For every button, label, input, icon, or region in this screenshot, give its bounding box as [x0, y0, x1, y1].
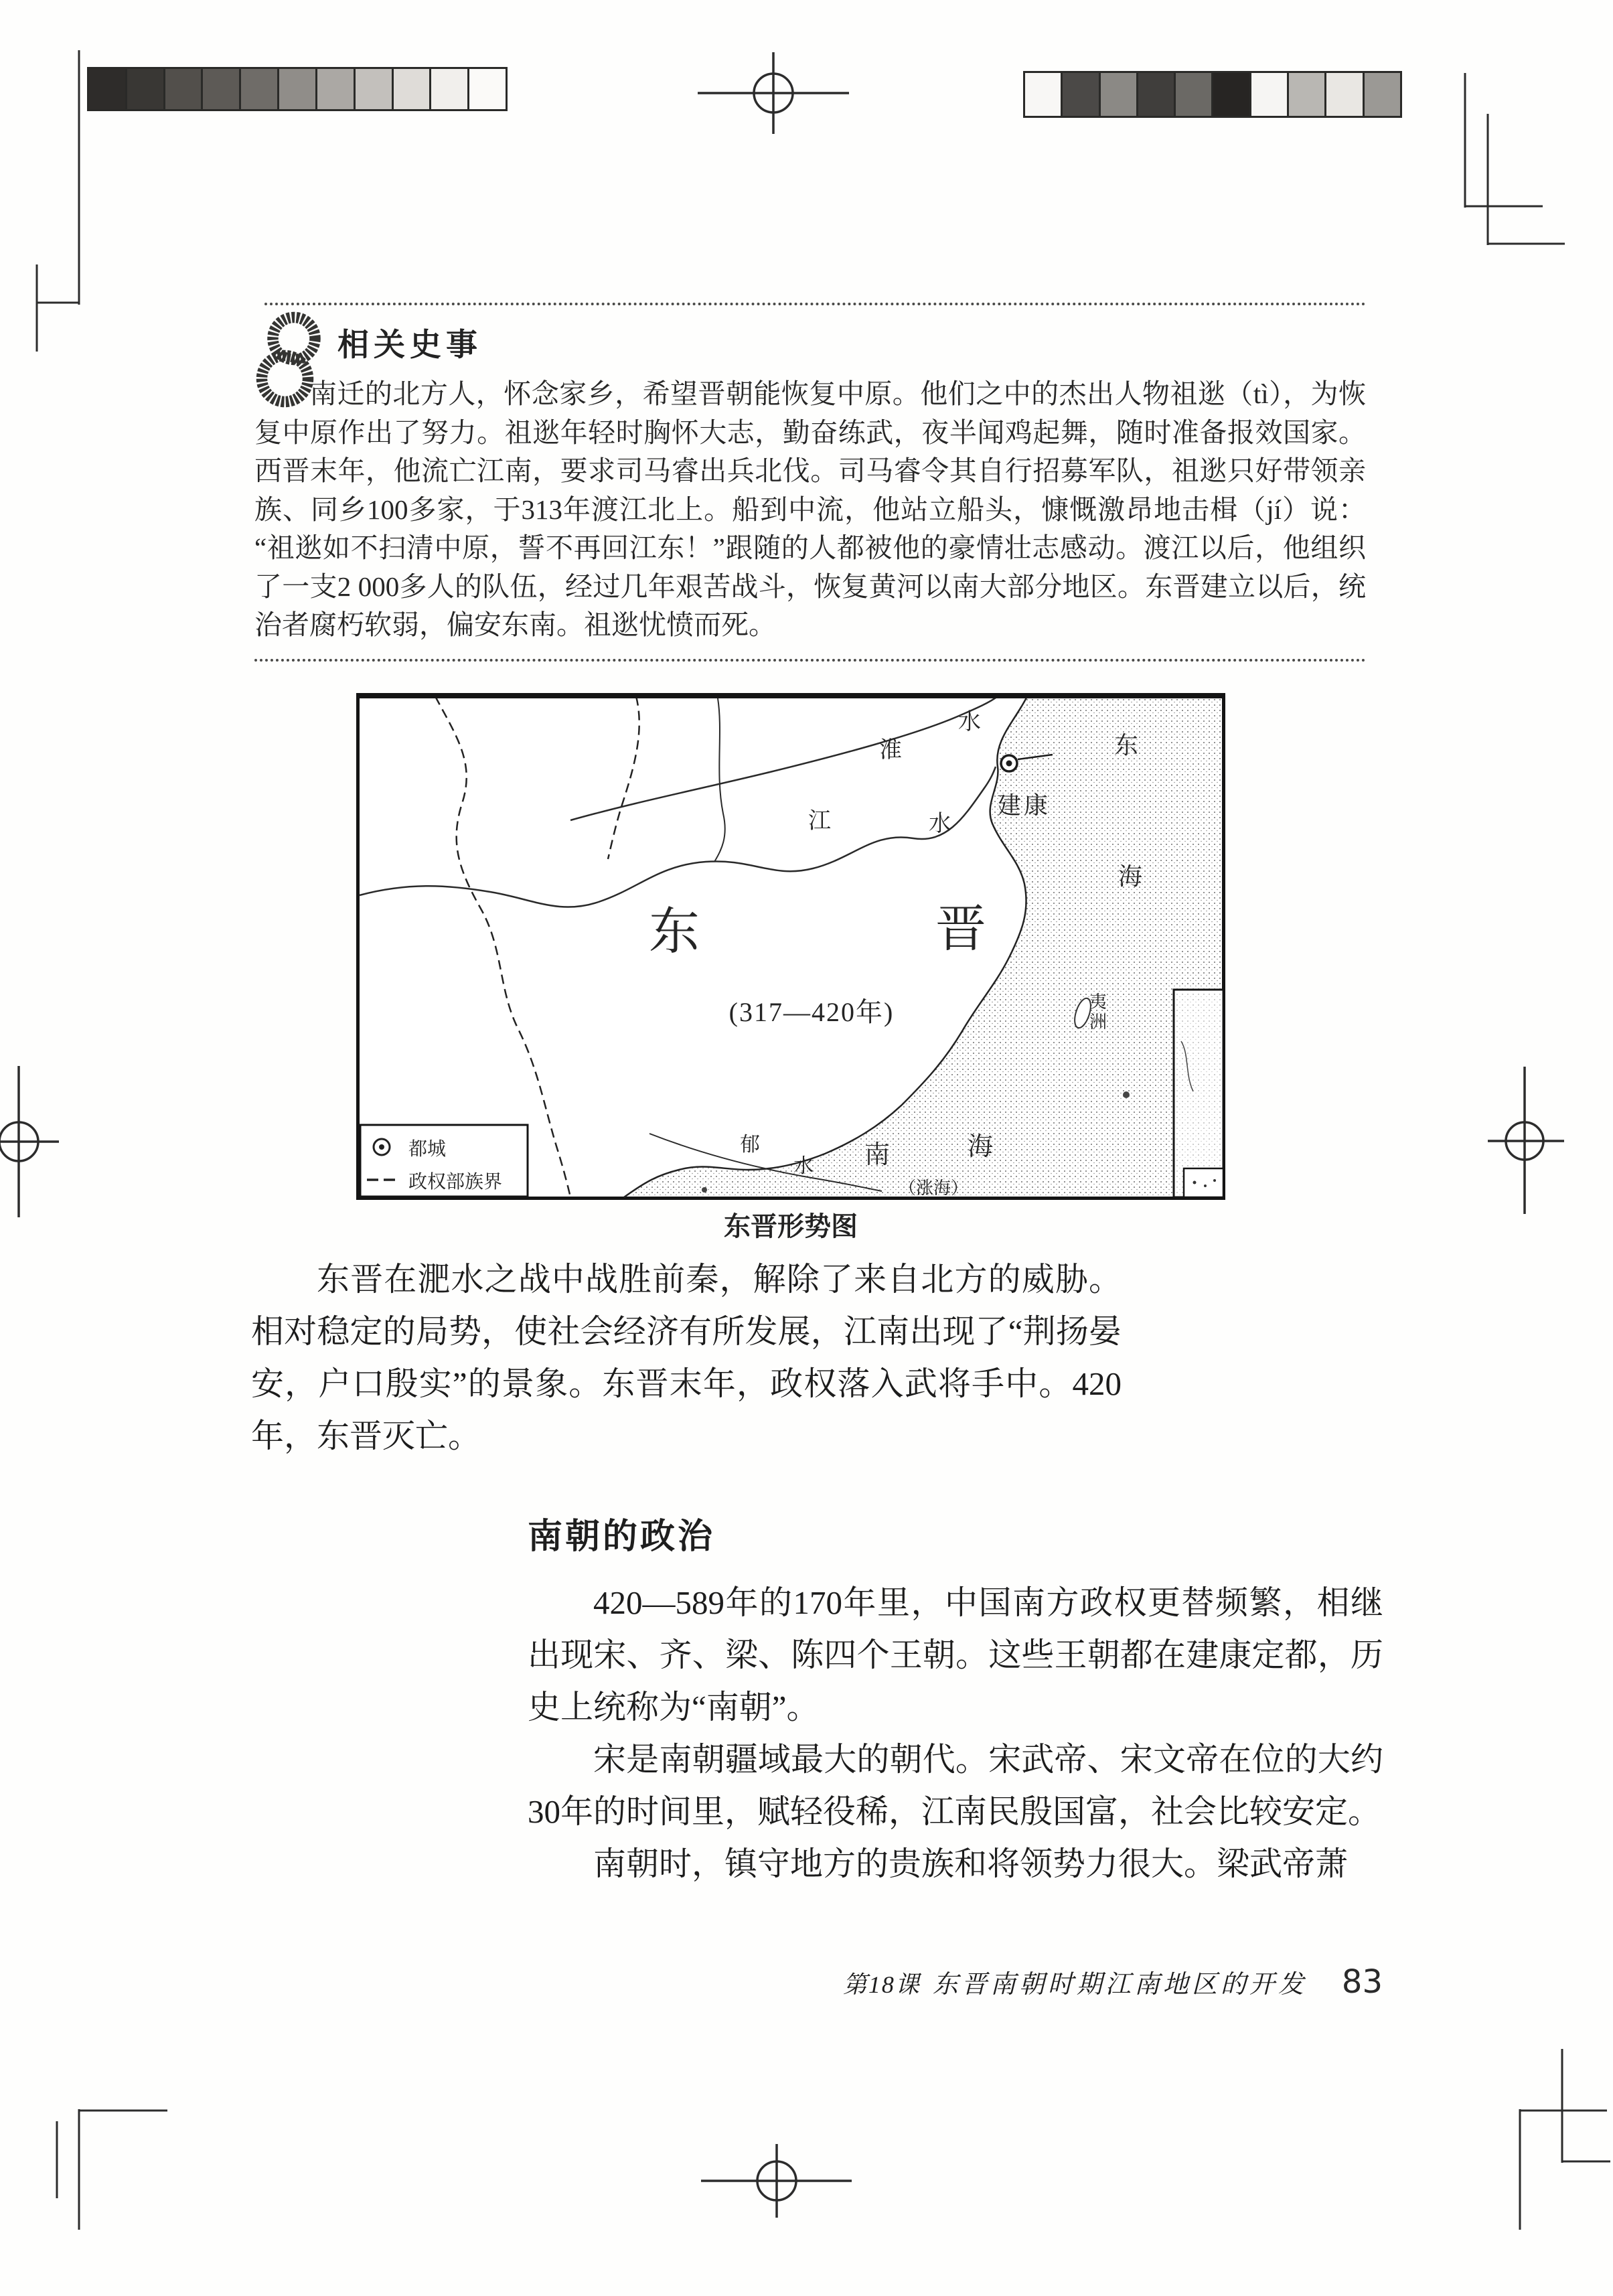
- svg-text:洲: 洲: [1089, 1012, 1107, 1032]
- svg-text:海: 海: [1118, 863, 1143, 890]
- calibration-cell: [1174, 71, 1213, 118]
- calibration-cell: [467, 67, 508, 111]
- calibration-cell: [1136, 71, 1176, 118]
- svg-text:水: 水: [793, 1155, 814, 1177]
- calibration-cell: [1099, 71, 1138, 118]
- capital-label: 建康: [996, 792, 1051, 819]
- dotted-rule-bottom: [254, 659, 1366, 662]
- footer-chapter-title: 东晋南朝时期江南地区的开发: [932, 1971, 1307, 1999]
- footer-page-number: 83: [1341, 1963, 1383, 2001]
- page-footer: [670, 1963, 1383, 2001]
- svg-text:南: 南: [864, 1141, 891, 1169]
- calibration-cell: [1324, 71, 1364, 118]
- svg-text:东: 东: [1113, 732, 1139, 759]
- calibration-cell: [201, 67, 241, 111]
- calibration-cell: [1211, 71, 1251, 118]
- map-figure: [356, 693, 1225, 1200]
- eastern-jin-map: [356, 693, 1225, 1200]
- calibration-cell: [315, 67, 356, 111]
- map-legend: [360, 1125, 528, 1197]
- svg-text:淮: 淮: [879, 738, 902, 763]
- regime-years-label: (317—420年): [728, 997, 895, 1027]
- section-paragraph: 南朝时，镇守地方的贵族和将领势力很大。梁武帝萧: [593, 1845, 1349, 1882]
- calibration-cell: [429, 67, 469, 111]
- svg-text:郁: 郁: [740, 1134, 760, 1156]
- footer-lesson-number: 第18课: [842, 1971, 921, 1998]
- calibration-cell: [239, 67, 279, 111]
- legend-capital-label: 都城: [408, 1139, 447, 1160]
- svg-text:夷: 夷: [1089, 992, 1107, 1012]
- calibration-strip-left: [87, 67, 508, 111]
- calibration-cell: [1363, 71, 1402, 118]
- calibration-cell: [392, 67, 432, 111]
- related-box-heading: 相关史事: [337, 327, 482, 364]
- calibration-cell: [163, 67, 204, 111]
- map-inset: [1174, 990, 1223, 1197]
- calibration-cell: [1023, 71, 1063, 118]
- svg-text:江: 江: [808, 809, 831, 834]
- svg-text:（涨海）: （涨海）: [898, 1178, 969, 1198]
- calibration-cell: [1061, 71, 1100, 118]
- calibration-cell: [1249, 71, 1289, 118]
- calibration-cell: [277, 67, 317, 111]
- dotted-rule-top: [264, 303, 1366, 305]
- regime-label-east: 东: [649, 904, 700, 960]
- section-paragraph: 宋是南朝疆域最大的朝代。宋武帝、宋文帝在位的大约30年的时间里，赋轻役稀，江南民殷国富，社会比较安定。: [528, 1741, 1383, 1830]
- svg-text:海: 海: [967, 1133, 994, 1161]
- body-paragraph-eastern-jin: 东晋在淝水之战中战胜前秦，解除了来自北方的威胁。相对稳定的局势，使社会经济有所发展，江南出现了“荆扬晏安，户口殷实”的景象。东晋末年，政权落入武将手中。420年，东晋灭亡。: [251, 1261, 1122, 1454]
- calibration-cell: [125, 67, 165, 111]
- section-heading: 南朝的政治: [528, 1517, 716, 1557]
- svg-text:水: 水: [958, 710, 981, 735]
- calibration-cell: [354, 67, 394, 111]
- calibration-cell: [87, 67, 127, 111]
- map-caption: 东晋形势图: [724, 1211, 858, 1242]
- section-paragraph: 420—589年的170年里，中国南方政权更替频繁，相继出现宋、齐、梁、陈四个王朝。这些王朝都在建康定都，历史上统称为“南朝”。: [528, 1584, 1383, 1726]
- section-southern-dynasties: [528, 1508, 1383, 1890]
- svg-text:水: 水: [929, 812, 951, 836]
- calibration-strip-right: [1023, 71, 1402, 118]
- calibration-cell: [1287, 71, 1326, 118]
- regime-label-jin: 晋: [935, 901, 986, 958]
- legend-boundary-label: 政权部族界: [408, 1172, 503, 1193]
- related-box-paragraph: 南迁的北方人，怀念家乡，希望晋朝能恢复中原。他们之中的杰出人物祖逖（tì），为恢复中原作出了努力。祖逖年轻时胸怀大志，勤奋练武，夜半闻鸡起舞，随时准备报效国家。西晋末年，他流亡江南，要求司马睿出兵北伐。司马睿令其自行招募军队，祖逖只好带领亲族、同乡100多家，于313年渡江北上。船到中流，他站立船头，慷慨激昂地击楫（jí）说：“祖逖如不扫清中原，誓不再回江东！”跟随的人都被他的豪情壮志感动。渡江以后，他组织了一支2 000多人的队伍，经过几年艰苦战斗，恢复黄河以南大部分地区。东晋建立以后，统治者腐朽软弱，偏安东南。祖逖忧愤而死。: [254, 378, 1366, 640]
